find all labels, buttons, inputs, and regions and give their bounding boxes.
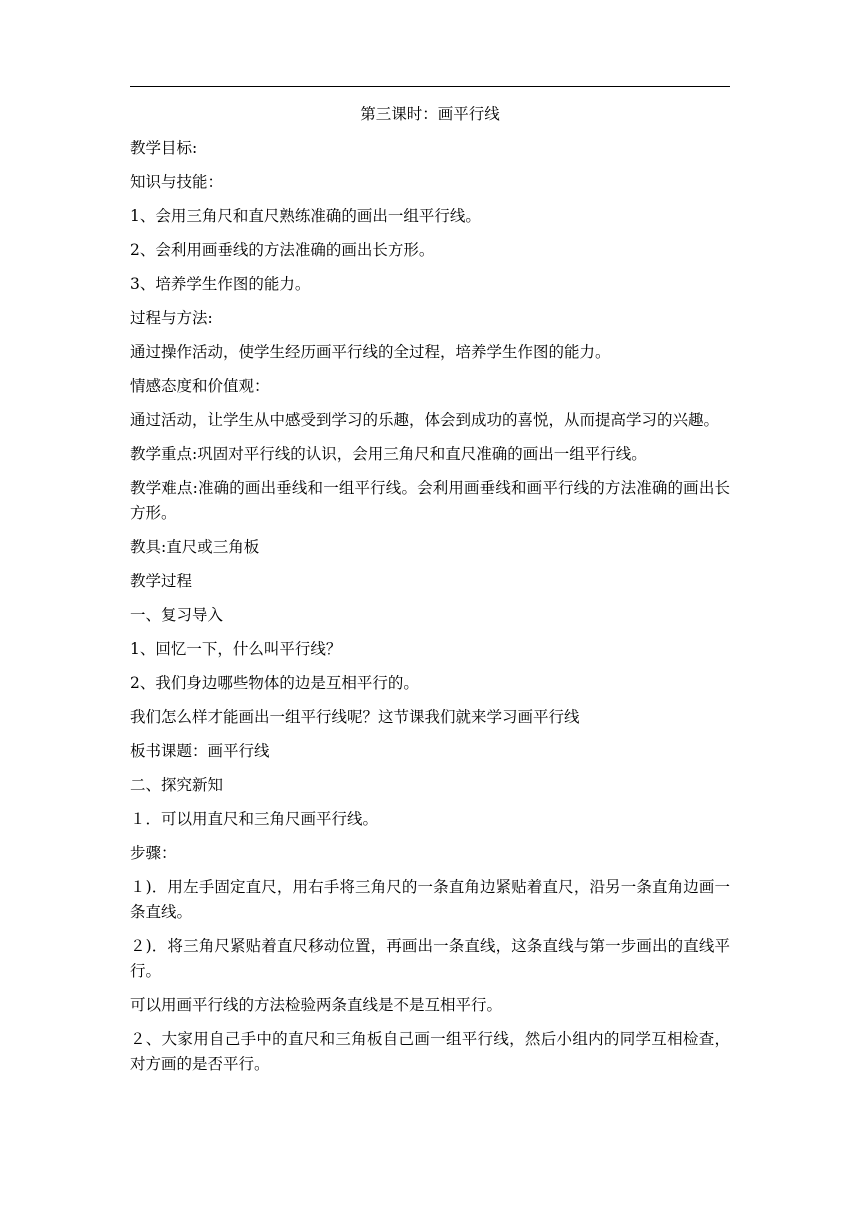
paragraph-process-text: 通过操作活动，使学生经历画平行线的全过程，培养学生作图的能力。 [130, 343, 611, 361]
paragraph-review-2: 2、我们身边哪些物体的边是互相平行的。 [130, 674, 419, 692]
paragraph-transition: 我们怎么样才能画出一组平行线呢？这节课我们就来学习画平行线 [130, 708, 580, 726]
paragraph-knowledge-skills: 知识与技能： [130, 173, 224, 191]
paragraph-key-points: 教学重点:巩固对平行线的认识，会用三角尺和直尺准确的画出一组平行线。 [130, 445, 647, 463]
paragraph-steps-label: 步骤： [130, 844, 177, 862]
paragraph-difficulties: 教学难点:准确的画出垂线和一组平行线。会利用画垂线和画平行线的方法准确的画出长方形。 [130, 479, 730, 522]
lesson-title: 第三课时：画平行线 [360, 105, 500, 123]
paragraph-review-1: 1、回忆一下，什么叫平行线？ [130, 640, 342, 658]
paragraph-section-review: 一、复习导入 [130, 606, 224, 624]
paragraph-process-methods: 过程与方法: [130, 309, 213, 327]
paragraph-teaching-process: 教学过程 [130, 572, 193, 590]
document-body [130, 102, 730, 1086]
header-rule [130, 86, 730, 87]
paragraph-step-2: ２)．将三角尺紧贴着直尺移动位置，再画出一条直线，这条直线与第一步画出的直线平行。 [130, 937, 730, 980]
paragraph-goal-2: 2、会利用画垂线的方法准确的画出长方形。 [130, 241, 435, 259]
paragraph-teaching-tools: 教具:直尺或三角板 [130, 538, 260, 556]
paragraph-attitude-values: 情感态度和价值观： [130, 377, 270, 395]
paragraph-goal-3: 3、培养学生作图的能力。 [130, 275, 311, 293]
paragraph-board-title: 板书课题：画平行线 [130, 742, 270, 760]
paragraph-section-explore: 二、探究新知 [130, 776, 224, 794]
paragraph-check-method: 可以用画平行线的方法检验两条直线是不是互相平行。 [130, 996, 503, 1014]
paragraph-explore-1: １．可以用直尺和三角尺画平行线。 [130, 810, 379, 828]
paragraph-teaching-goals: 教学目标: [130, 139, 198, 157]
paragraph-attitude-text: 通过活动，让学生从中感受到学习的乐趣，体会到成功的喜悦，从而提高学习的兴趣。 [130, 411, 720, 429]
paragraph-step-1: １)．用左手固定直尺，用右手将三角尺的一条直角边紧贴着直尺，沿另一条直角边画一条直线。 [130, 878, 730, 921]
paragraph-goal-1: 1、会用三角尺和直尺熟练准确的画出一组平行线。 [130, 207, 481, 225]
paragraph-explore-2: ２、大家用自己手中的直尺和三角板自己画一组平行线，然后小组内的同学互相检查，对方画的是否平行。 [130, 1030, 730, 1073]
